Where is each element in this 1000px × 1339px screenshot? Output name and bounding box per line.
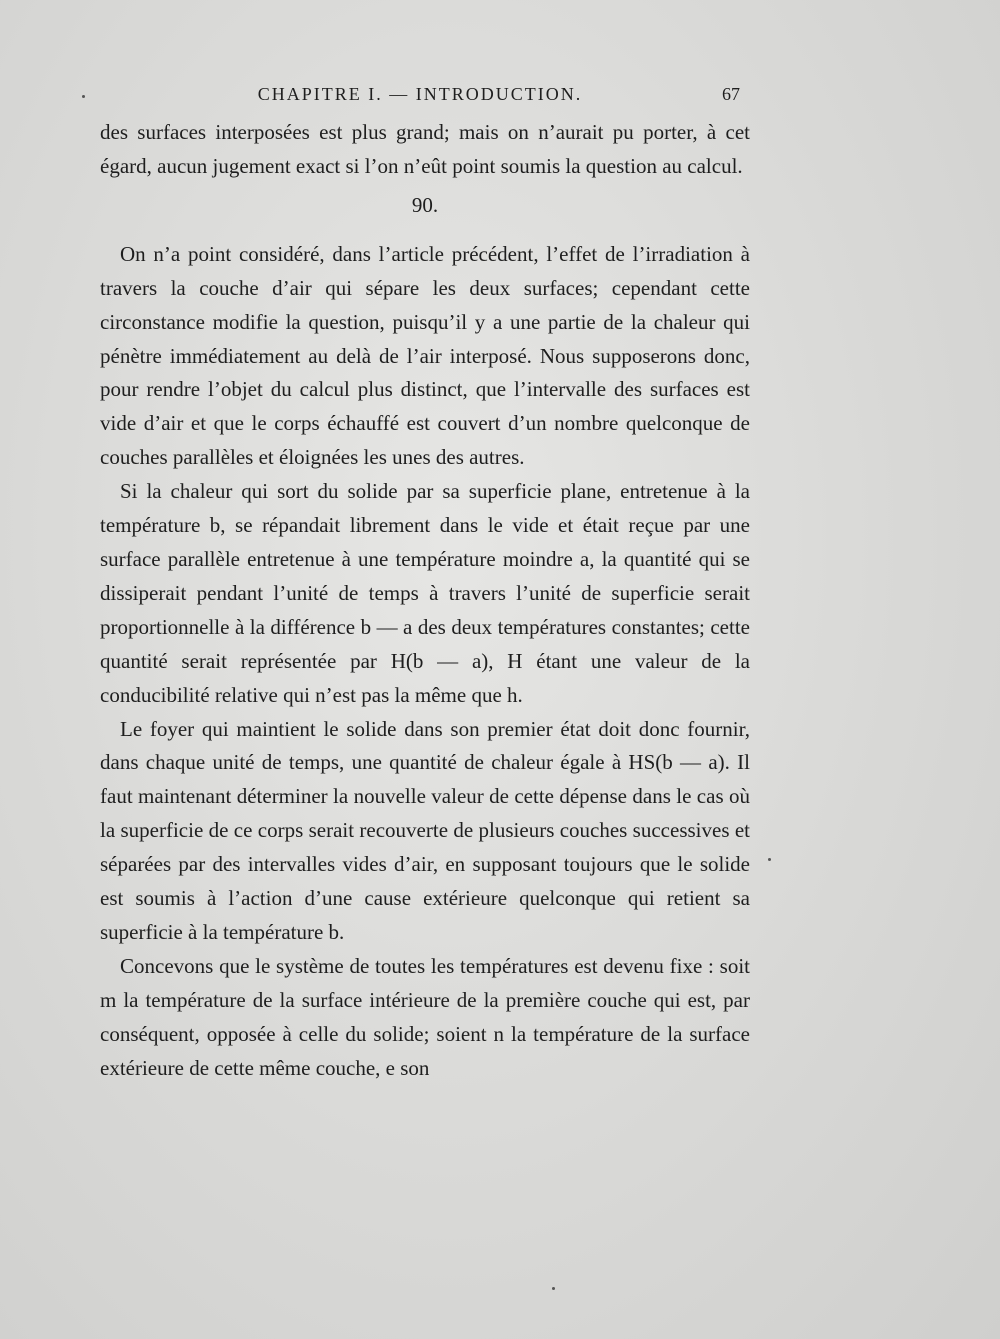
paragraph-heat-flow: Si la chaleur qui sort du solide par sa superficie plane, entretenue à la température b, se répandait librement dans le vide et était reçue par une surface parallèle entretenue à une température moindre a, la quantité qui se dissiperait pendant l’unité de temps à travers l’unité de superficie serait proportionnelle à la différence b — a des deux températures constantes; cette quantité serait représentée par H(b — a), H étant une valeur de la conducibilité relative qui n’est pas la même que h. <box>100 479 750 707</box>
paragraph-heat-source: Le foyer qui maintient le solide dans son premier état doit donc fournir, dans chaque unité de temps, une quantité de chaleur égale à HS(b — a). Il faut maintenant déterminer la nouvelle valeur de cette dépense dans le cas où la superficie de ce corps serait recouverte de plusieurs couches successives et séparées par des intervalles vides d’air, en supposant toujours que le solide est soumis à l’action d’une cause extérieure quelconque qui retient sa superficie à la température b. <box>100 716 750 944</box>
page-number: 67 <box>722 84 740 104</box>
paper-speck <box>82 95 85 98</box>
paper-speck <box>768 858 771 861</box>
body-text <box>100 116 750 1085</box>
paragraph-irradiation: On n’a point considéré, dans l’article précédent, l’effet de l’irradiation à travers la couche d’air qui sépare les deux surfaces; cependant cette circonstance modifie la question, puisqu’il y a une partie de la chaleur qui pénètre immédiatement au delà de l’air interposé. Nous supposerons donc, pour rendre l’objet du calcul plus distinct, que l’intervalle des surfaces est vide d’air et que le corps échauffé est couvert d’un nombre quelconque de couches parallèles et éloignées les unes des autres. <box>100 241 750 470</box>
running-title: CHAPITRE I. — INTRODUCTION. <box>257 84 583 104</box>
paragraph-continuation: des surfaces interposées est plus grand; mais on n’aurait pu porter, à cet égard, aucun jugement exact si l’on n’eût point soumis la question au calcul. <box>100 120 750 178</box>
paragraph-fixed-system: Concevons que le système de toutes les températures est devenu fixe : soit m la température de la surface intérieure de la première couche qui est, par conséquent, opposée à celle du solide; soient n la température de la surface extérieure de cette même couche, e son <box>100 953 750 1080</box>
paper-speck <box>552 1287 555 1290</box>
section-number: 90. <box>411 192 439 217</box>
running-head <box>100 84 740 114</box>
